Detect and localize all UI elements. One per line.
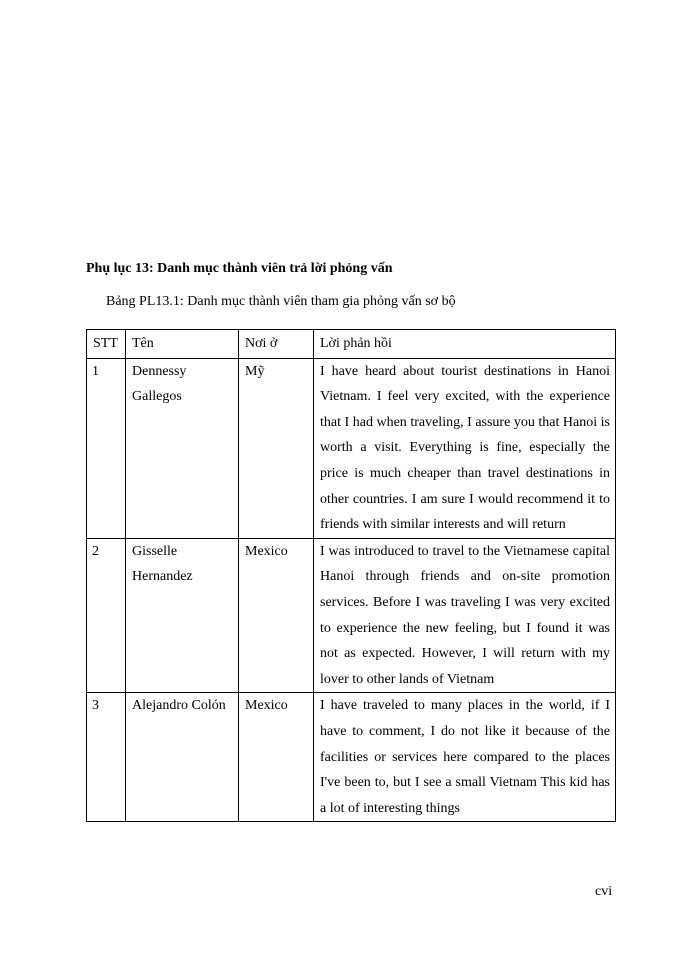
table-row: [87, 538, 616, 693]
page-number: cvi: [595, 884, 613, 899]
header-stt: STT: [87, 330, 126, 359]
row-response-cell: [314, 693, 616, 822]
row-place: Mexico: [239, 538, 314, 693]
row-name: Dennessy Gallegos: [126, 358, 239, 538]
header-response: Lời phản hồi: [314, 330, 616, 359]
row-stt: 1: [87, 358, 126, 538]
row-place: Mexico: [239, 693, 314, 822]
row-stt: 3: [87, 693, 126, 822]
table-header-row: [87, 330, 616, 359]
table-row: [87, 358, 616, 538]
row-response: I was introduced to travel to the Vietnamese capital Hanoi through friends and on-site promotion services. Before I was traveling I was very excited to experience the new feeling, but I found it was not as expected. However, I will return with my lover to other lands of Vietnam: [314, 538, 616, 693]
row-response: I have traveled to many places in the world, if I have to comment, I do not like it because of the facilities or services here compared to the places I've been to, but I see a small Vietnam This kid has a lot of interesting things: [320, 698, 610, 816]
row-response: I have heard about tourist destinations in Hanoi Vietnam. I feel very excited, with the experience that I had when traveling, I assure you that Hanoi is worth a visit. Everything is fine, especially the price is much cheaper than travel destinations in other countries. I am sure I would recommend it to friends with similar interests and will return: [314, 358, 616, 538]
row-stt: 2: [87, 538, 126, 693]
header-name: Tên: [126, 330, 239, 359]
table-caption: Bảng PL13.1: Danh mục thành viên tham gia phỏng vấn sơ bộ: [106, 294, 456, 309]
row-name: Gisselle Hernandez: [126, 538, 239, 693]
interviewee-table: [86, 329, 616, 822]
row-place: Mỹ: [239, 358, 314, 538]
appendix-heading: Phụ lục 13: Danh mục thành viên trả lời phỏng vấn: [86, 261, 393, 276]
header-place: Nơi ở: [239, 330, 314, 359]
table-row: [87, 693, 616, 822]
row-name: Alejandro Colón: [126, 693, 239, 822]
